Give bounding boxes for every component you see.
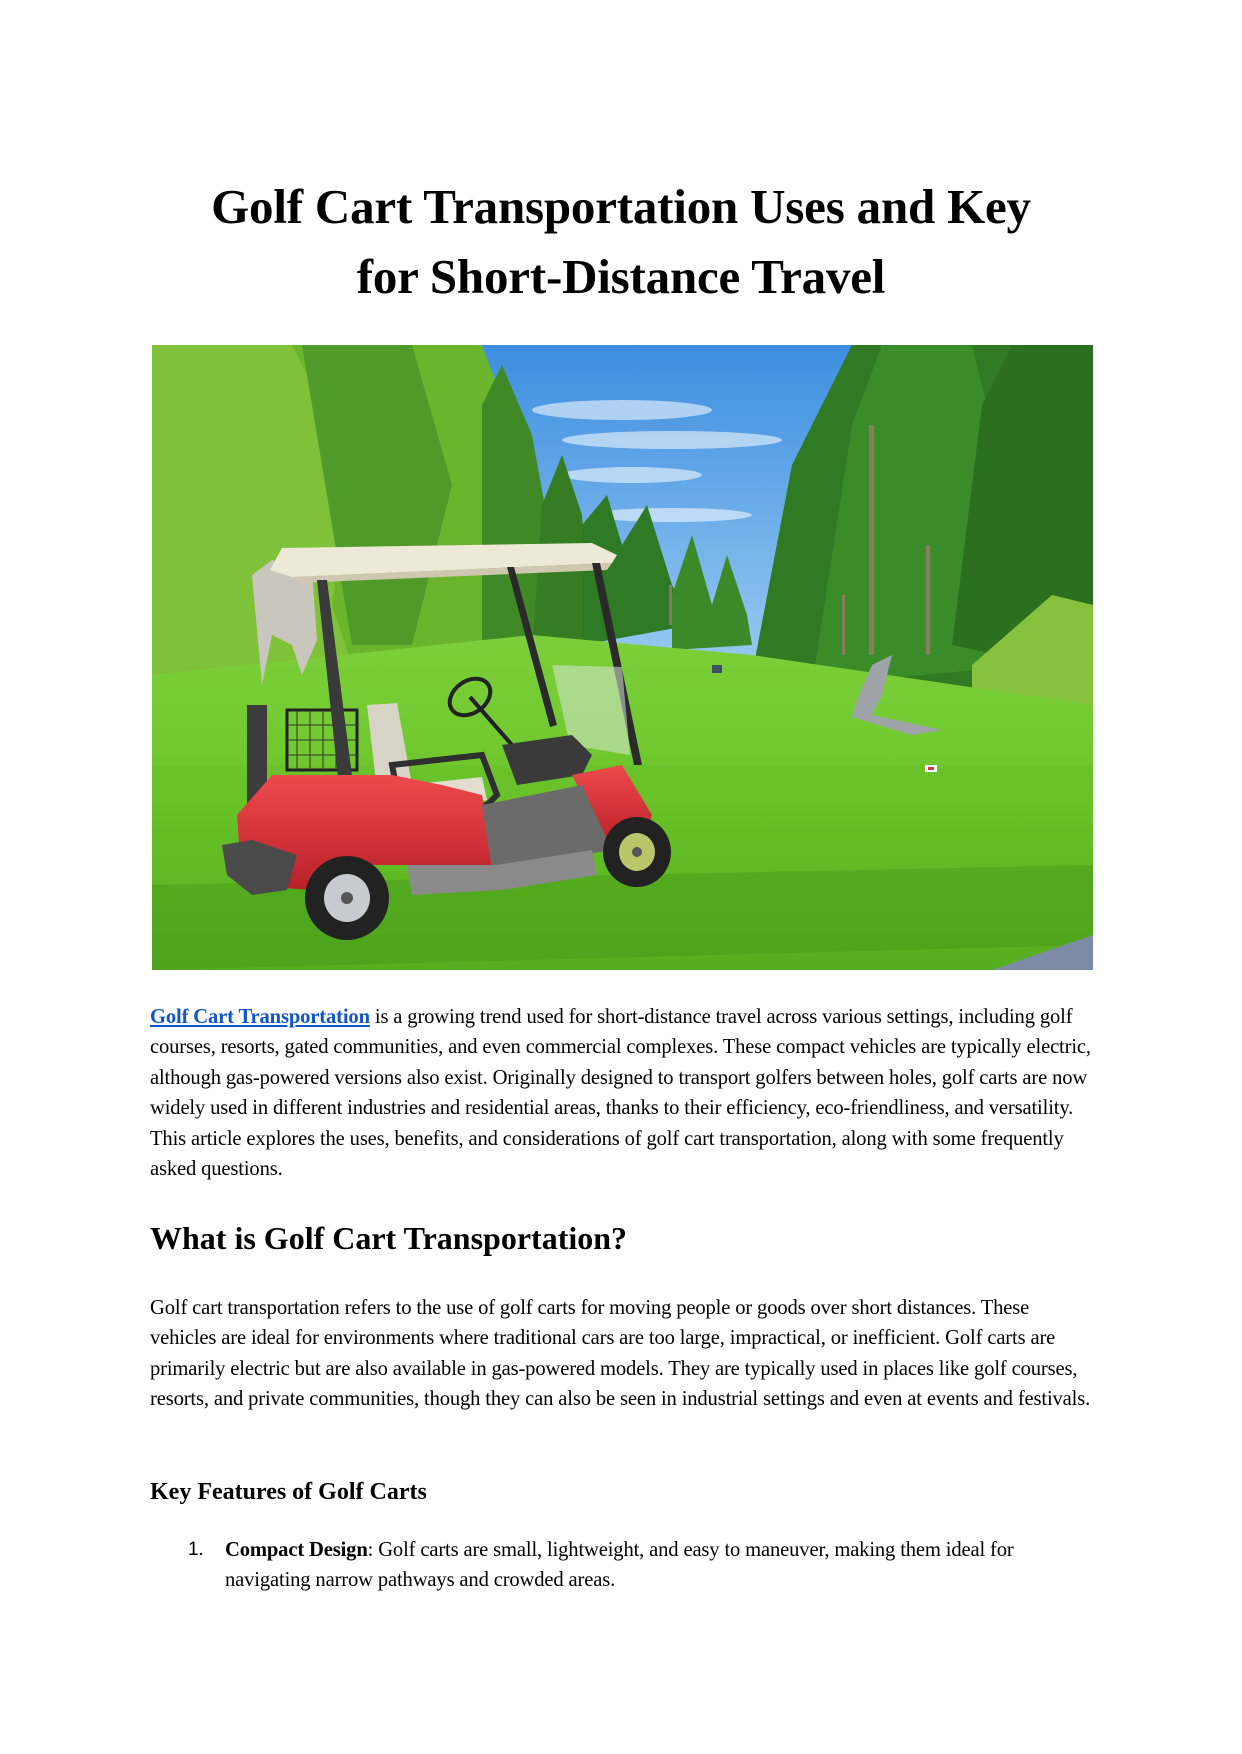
document-title — [140, 172, 1102, 312]
list-item — [150, 1535, 1100, 1596]
title-line-1: Golf Cart Transportation Uses and Key — [211, 179, 1031, 234]
intro-paragraph — [150, 1002, 1100, 1184]
golf-cart-transportation-link[interactable]: Golf Cart Transportation — [150, 1006, 370, 1028]
list-item-term: Compact Design — [225, 1539, 368, 1561]
key-features-list — [150, 1535, 1100, 1596]
golf-cart-photo — [152, 345, 1093, 970]
list-item-number: 1. — [188, 1539, 204, 1560]
list-item-text: : Golf carts are small, lightweight, and easy to maneuver, making them ideal for navigating narrow pathways and crowded areas. — [225, 1539, 1014, 1592]
section-heading-key-features: Key Features of Golf Carts — [150, 1479, 427, 1505]
title-line-2: for Short-Distance Travel — [356, 249, 886, 304]
intro-text: is a growing trend used for short-distance travel across various settings, including golf courses, resorts, gated communities, and even commercial complexes. These compact vehicles are typically electric, although gas-powered versions also exist. Originally designed to transport golfers between holes, golf carts are now widely used in different industries and residential areas, thanks to their efficiency, eco-friendliness, and versatility. This article explores the uses, benefits, and considerations of golf cart transportation, along with some frequently asked questions. — [150, 1006, 1091, 1181]
section-what-is-body: Golf cart transportation refers to the use of golf carts for moving people or goods over short distances. These vehicles are ideal for environments where traditional cars are too large, impractical, or inefficient. Golf carts are primarily electric but are also available in gas-powered models. They are typically used in places like golf courses, resorts, and private communities, though they can also be seen in industrial settings and even at events and festivals. — [150, 1297, 1091, 1411]
section-heading-what-is: What is Golf Cart Transportation? — [150, 1220, 628, 1256]
hero-image — [152, 345, 1093, 970]
